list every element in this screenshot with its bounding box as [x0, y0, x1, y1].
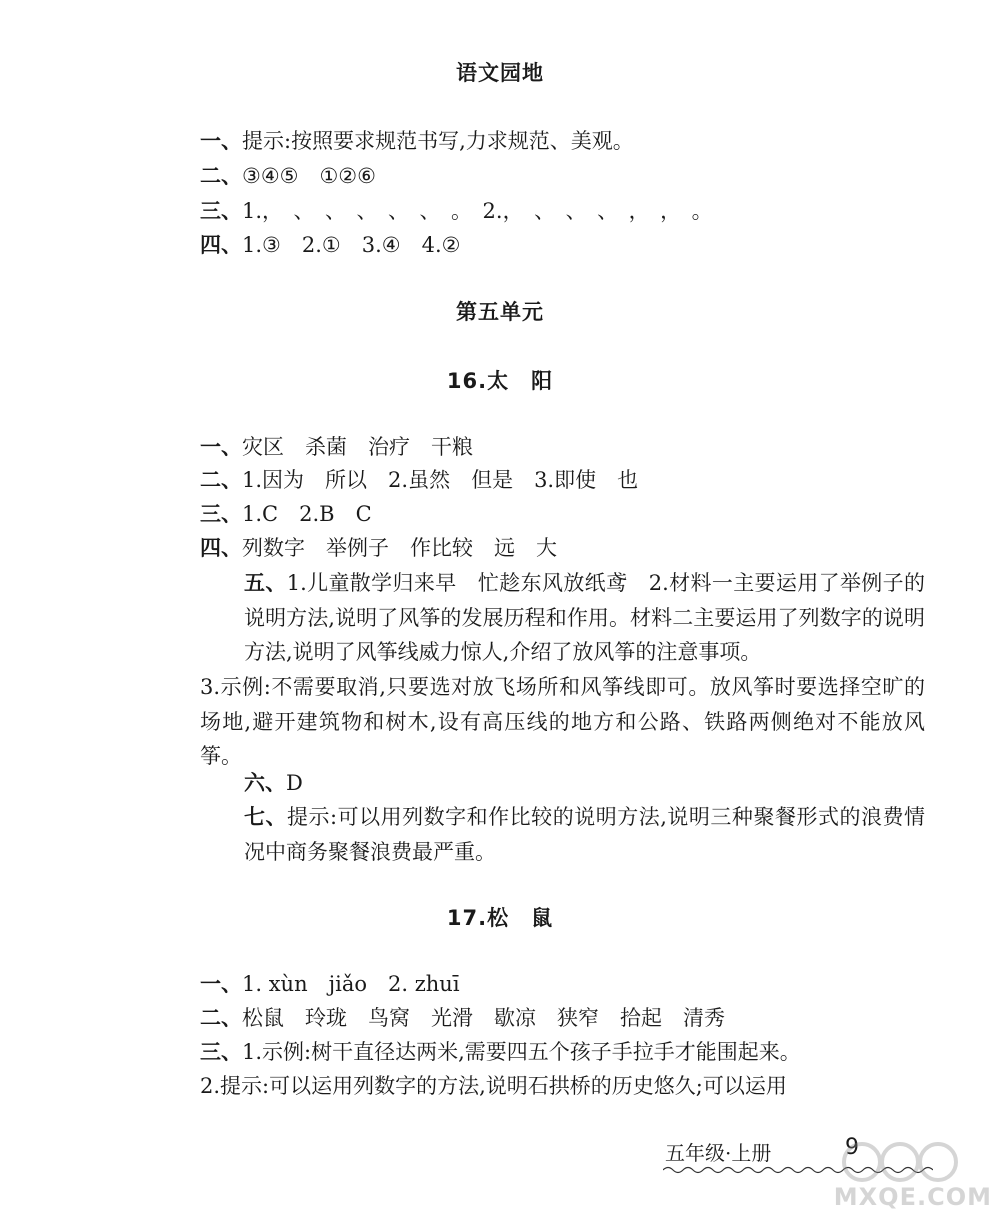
answer-line: 2.提示:可以运用列数字的方法,说明石拱桥的历史悠久;可以运用: [200, 1074, 787, 1098]
answer-line: 一、提示:按照要求规范书写,力求规范、美观。: [200, 129, 634, 153]
answer-line: 一、灾区 杀菌 治疗 干粮: [200, 435, 473, 459]
watermark: [820, 1140, 1000, 1215]
answer-line: 二、1.因为 所以 2.虽然 但是 3.即使 也: [200, 468, 639, 492]
lesson-title: 17.松 鼠: [446, 906, 554, 930]
watermark-logo-icon: [840, 1140, 960, 1184]
answer-line: 四、1.③ 2.① 3.④ 4.②: [200, 233, 461, 257]
answer-paragraph: 七、提示:可以用列数字和作比较的说明方法,说明三种聚餐形式的浪费情况中商务聚餐浪费最严重。: [244, 805, 925, 864]
answer-line: 四、列数字 举例子 作比较 远 大: [200, 536, 557, 560]
answer-line: 三、1.， 、 、 、 、 、 。 2.， 、 、 、 ， ， 。: [200, 199, 713, 223]
answer-line: 六、D: [244, 771, 303, 795]
section-title: 语文园地: [456, 61, 544, 85]
answer-line: 三、1.示例:树干直径达两米,需要四五个孩子手拉手才能围起来。: [200, 1040, 801, 1064]
watermark-text: MXQE.COM: [833, 1183, 992, 1211]
lesson-title: 16.太 阳: [446, 369, 554, 393]
answer-line: 二、松鼠 玲珑 鸟窝 光滑 歇凉 狭窄 拾起 清秀: [200, 1006, 725, 1030]
answer-paragraph: 五、1.儿童散学归来早 忙趁东风放纸鸢 2.材料一主要运用了举例子的说明方法,说明了风筝的发展历程和作用。材料二主要运用了列数字的说明方法,说明了风筝线威力惊人,介绍了放风筝的注意事项。: [244, 571, 926, 664]
unit-title: 第五单元: [456, 300, 544, 324]
page-number: 9: [845, 1135, 859, 1160]
answer-line: 三、1.C 2.B C: [200, 502, 372, 526]
answer-paragraph: 3.示例:不需要取消,只要选对放飞场所和风筝线即可。放风筝时要选择空旷的场地,避开建筑物和树木,设有高压线的地方和公路、铁路两侧绝对不能放风筝。: [200, 675, 925, 768]
answer-line: 二、③④⑤ ①②⑥: [200, 164, 376, 188]
answer-line: 一、1. xùn jiǎo 2. zhuī: [200, 972, 460, 996]
grade-label: 五年级·上册: [665, 1141, 772, 1165]
